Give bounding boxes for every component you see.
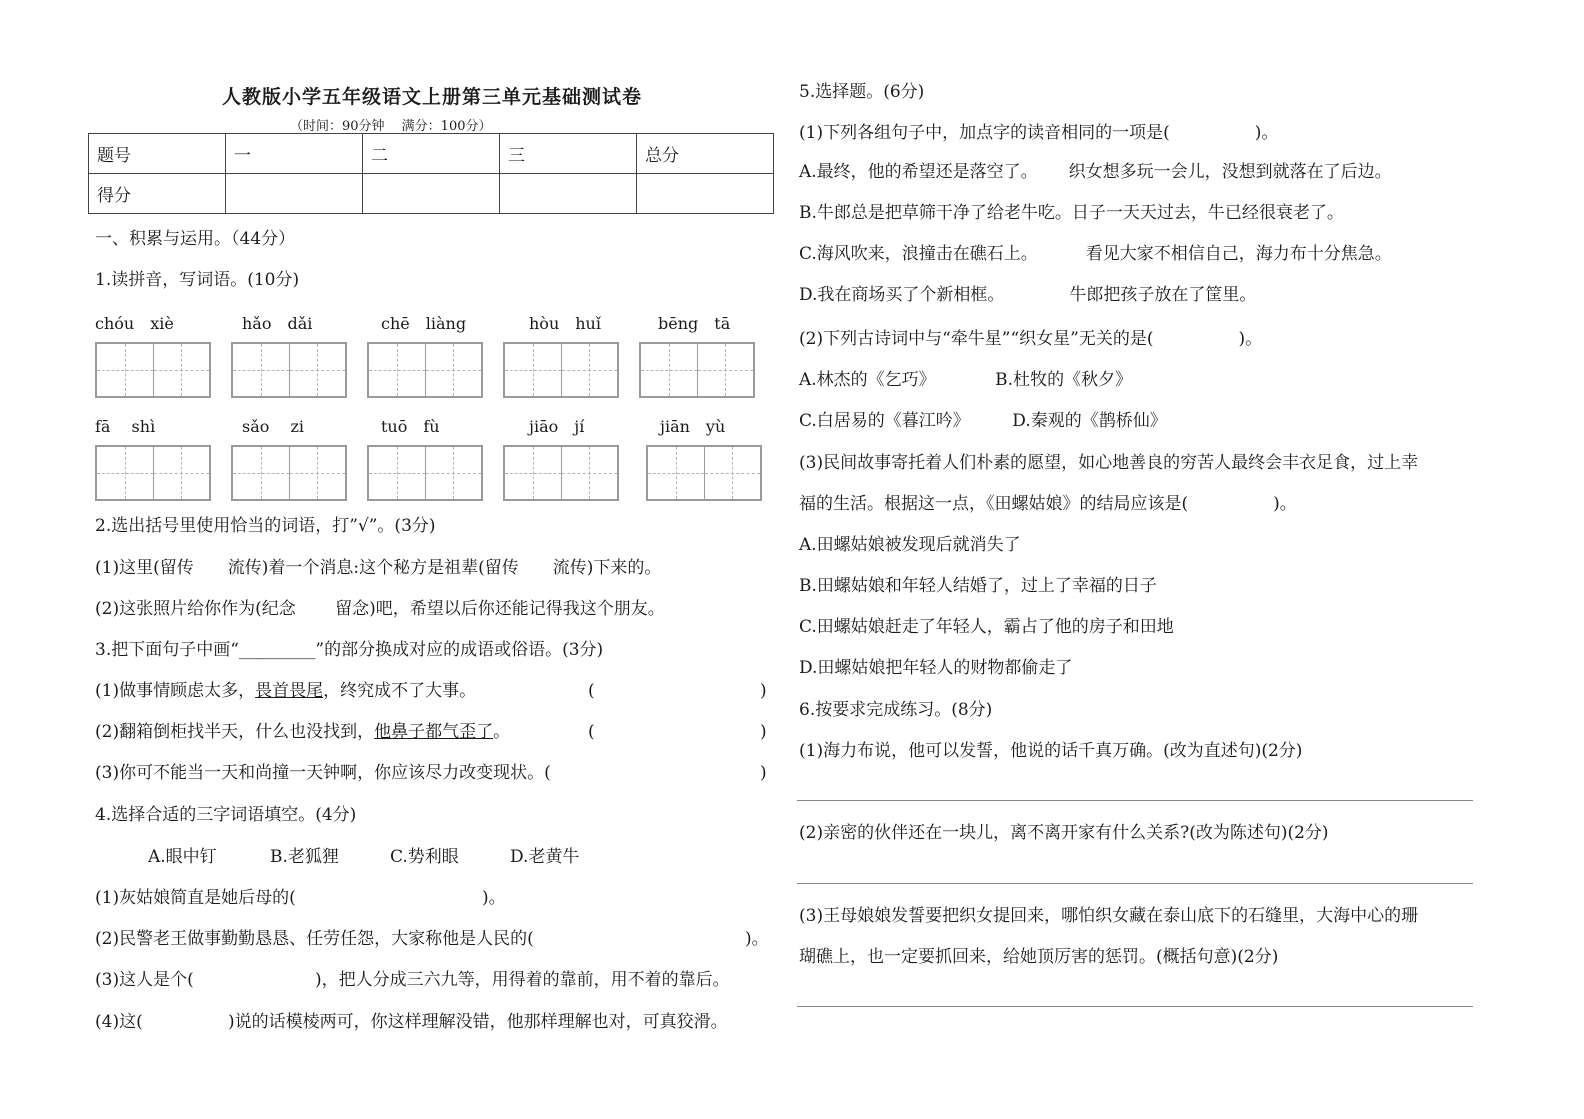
- score-input-cell[interactable]: [500, 174, 637, 214]
- pinyin-label: sǎo zi: [242, 417, 305, 436]
- question-5-1-option-d[interactable]: D.我在商场买了个新相框。 牛郎把孩子放在了筐里。: [799, 285, 1257, 305]
- score-table: [88, 133, 774, 214]
- question-6-item-1: (1)海力布说，他可以发誓，他说的话千真万确。(改为直述句)(2分): [799, 741, 1303, 761]
- answer-paren-open: (: [588, 681, 595, 701]
- underlined-phrase: 畏首畏尾: [255, 681, 324, 701]
- question-4-item-4-a: (4)这(: [95, 1012, 143, 1032]
- question-3-item-3: (3)你可不能当一天和尚撞一天钟啊，你应该尽力改变现状。(: [95, 763, 551, 783]
- score-table-score-row: [89, 174, 774, 214]
- question-5-3-option-d[interactable]: D.田螺姑娘把年轻人的财物都偷走了: [799, 658, 1073, 678]
- writing-grid-box[interactable]: [503, 342, 619, 398]
- question-5-3-option-a[interactable]: A.田螺姑娘被发现后就消失了: [799, 535, 1021, 555]
- option-b: B.老狐狸: [270, 847, 339, 867]
- question-1: 1.读拼音，写词语。(10分): [95, 270, 300, 290]
- answer-paren-close: ): [760, 763, 767, 783]
- page-subtitle: （时间：90分钟 满分：100分）: [290, 119, 492, 134]
- score-input-cell[interactable]: [226, 174, 363, 214]
- table-cell: 三: [500, 134, 637, 174]
- writing-grid-box[interactable]: [231, 445, 347, 501]
- question-2-item-2[interactable]: (2)这张照片给你作为(纪念 留念)吧，希望以后你还能记得我这个朋友。: [95, 599, 665, 619]
- writing-grid-box[interactable]: [503, 445, 619, 501]
- question-5-1-option-b[interactable]: B.牛郎总是把草筛干净了给老牛吃。日子一天天过去，牛已经很衰老了。: [799, 203, 1344, 223]
- sentence-text: (1)做事情顾虑太多，: [95, 681, 256, 701]
- table-cell: 一: [226, 134, 363, 174]
- question-3-item-1: [95, 680, 476, 702]
- pinyin-label: bēng tā: [658, 314, 731, 333]
- writing-grid-box[interactable]: [367, 445, 483, 501]
- question-5-2-options-cd[interactable]: C.白居易的《暮江吟》 D.秦观的《鹊桥仙》: [799, 411, 1167, 431]
- pinyin-label: fā shì: [95, 417, 156, 436]
- question-5-1-option-a[interactable]: A.最终，他的希望还是落空了。 织女想多玩一会儿，没想到就落在了后边。: [799, 162, 1392, 182]
- question-6-item-3-line-1: (3)王母娘娘发誓要把织女提回来，哪怕织女藏在泰山底下的石缝里，大海中心的珊: [799, 906, 1419, 926]
- option-c: C.势利眼: [390, 847, 459, 867]
- question-5-item-3-line-2: 福的生活。根据这一点，《田螺姑娘》的结局应该是( )。: [799, 494, 1297, 514]
- answer-paren-open: (: [588, 722, 595, 742]
- pinyin-label: tuō fù: [381, 417, 440, 436]
- writing-grid-box[interactable]: [367, 342, 483, 398]
- table-cell: 总分: [637, 134, 774, 174]
- option-d: D.老黄牛: [510, 847, 580, 867]
- writing-grid-box[interactable]: [646, 445, 762, 501]
- answer-line[interactable]: [797, 883, 1473, 884]
- question-6-item-3-line-2: 瑚礁上，也一定要抓回来，给她顶厉害的惩罚。(概括句意)(2分): [799, 947, 1279, 967]
- question-4-item-1-b: )。: [482, 888, 506, 908]
- question-5-item-1: (1)下列各组句子中，加点字的读音相同的一项是( )。: [799, 123, 1279, 143]
- underlined-phrase: 他鼻子都气歪了: [374, 722, 494, 742]
- answer-paren-close: ): [760, 681, 767, 701]
- score-input-cell[interactable]: [363, 174, 500, 214]
- table-cell: 题号: [89, 134, 226, 174]
- question-4-item-2-a: (2)民警老王做事勤勤恳恳、任劳任怨，大家称他是人民的(: [95, 929, 534, 949]
- question-4-item-4-b: )说的话模棱两可，你这样理解没错，他那样理解也对，可真狡滑。: [228, 1012, 728, 1032]
- question-5-3-option-b[interactable]: B.田螺姑娘和年轻人结婚了，过上了幸福的日子: [799, 576, 1157, 596]
- question-6-item-2: (2)亲密的伙伴还在一块儿，离不离开家有什么关系?(改为陈述句)(2分): [799, 823, 1329, 843]
- pinyin-label: chē liàng: [381, 314, 467, 333]
- question-4-item-3-b: )，把人分成三六九等，用得着的靠前，用不着的靠后。: [315, 970, 730, 990]
- question-3: 3.把下面句子中画“_________”的部分换成对应的成语或俗语。(3分): [95, 640, 604, 660]
- answer-line[interactable]: [797, 1006, 1473, 1007]
- question-2: 2.选出括号里使用恰当的词语，打”√”。(3分): [95, 516, 436, 536]
- question-4-item-3-a: (3)这人是个(: [95, 970, 194, 990]
- sentence-text: ，终究成不了大事。: [323, 681, 477, 701]
- question-5-item-2: (2)下列古诗词中与“牵牛星”“织女星”无关的是( )。: [799, 329, 1263, 349]
- pinyin-label: jiāo jí: [529, 417, 585, 436]
- question-5-3-option-c[interactable]: C.田螺姑娘赶走了年轻人，霸占了他的房子和田地: [799, 617, 1174, 637]
- pinyin-label: hòu huǐ: [529, 314, 601, 333]
- answer-paren-close: ): [760, 722, 767, 742]
- writing-grid-box[interactable]: [639, 342, 755, 398]
- writing-grid-box[interactable]: [231, 342, 347, 398]
- question-5: 5.选择题。(6分): [799, 82, 925, 102]
- writing-grid-box[interactable]: [95, 342, 211, 398]
- question-4-item-2-b: )。: [745, 929, 769, 949]
- table-cell: 二: [363, 134, 500, 174]
- score-table-header-row: [89, 134, 774, 174]
- sentence-text: (2)翻箱倒柜找半天，什么也没找到，: [95, 722, 375, 742]
- question-6: 6.按要求完成练习。(8分): [799, 700, 993, 720]
- section-one-heading: 一、积累与运用。（44分）: [95, 229, 296, 249]
- option-a: A.眼中钉: [148, 847, 217, 867]
- question-3-item-2: [95, 721, 510, 743]
- question-5-item-3-line-1: (3)民间故事寄托着人们朴素的愿望，如心地善良的穷苦人最终会丰衣足食，过上幸: [799, 453, 1419, 473]
- page-title: 人教版小学五年级语文上册第三单元基础测试卷: [222, 86, 643, 108]
- question-4-item-1-a: (1)灰姑娘简直是她后母的(: [95, 888, 296, 908]
- table-cell: 得分: [89, 174, 226, 214]
- pinyin-label: chóu xiè: [95, 314, 174, 333]
- writing-grid-box[interactable]: [95, 445, 211, 501]
- question-5-2-options-ab[interactable]: A.林杰的《乞巧》 B.杜牧的《秋夕》: [799, 370, 1133, 390]
- sentence-text: 。: [493, 722, 511, 742]
- question-4: 4.选择合适的三字词语填空。(4分): [95, 805, 357, 825]
- pinyin-label: jiān yù: [660, 417, 726, 436]
- score-input-cell[interactable]: [637, 174, 774, 214]
- question-2-item-1[interactable]: (1)这里(留传 流传)着一个消息:这个秘方是祖辈(留传 流传)下来的。: [95, 558, 662, 578]
- question-5-1-option-c[interactable]: C.海风吹来，浪撞击在礁石上。 看见大家不相信自己，海力布十分焦急。: [799, 244, 1392, 264]
- answer-line[interactable]: [797, 800, 1473, 801]
- pinyin-label: hǎo dǎi: [242, 314, 313, 333]
